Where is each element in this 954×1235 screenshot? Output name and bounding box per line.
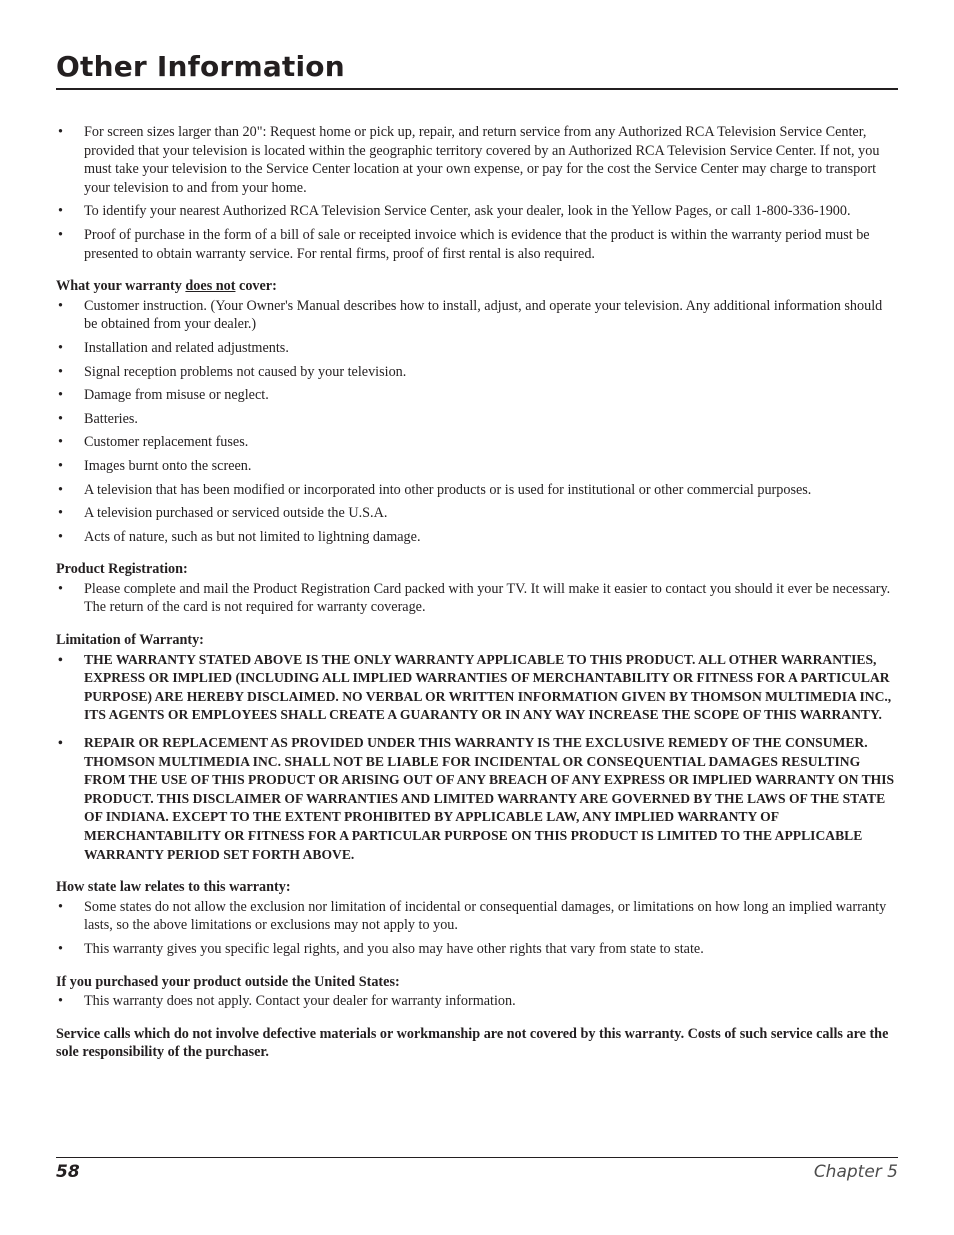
list-item: • Signal reception problems not caused by your television. [56,363,898,382]
list-item: • Some states do not allow the exclusion nor limitation of incidental or consequential damages, or limitations on how long an implied warranty lasts, so the above limitations or exclusions may not apply to you. [56,898,898,935]
not-cover-list [56,297,898,547]
section-heading-not-cover: What your warranty does not cover: [56,278,277,295]
list-item: • Batteries. [56,410,898,429]
outside-us-list [56,992,898,1011]
list-item: • Please complete and mail the Product Registration Card packed with your TV. It will make it easier to contact you should it ever be necessary. The return of the card is not required for warranty coverage. [56,580,898,617]
list-item: • A television that has been modified or incorporated into other products or is used for institutional or other commercial purposes. [56,481,898,500]
list-item: • This warranty does not apply. Contact your dealer for warranty information. [56,992,898,1011]
service-bullet-list [56,123,898,263]
page-title: Other Information [56,50,345,83]
limitation-list [56,651,898,865]
section-heading-state-law: How state law relates to this warranty: [56,879,291,896]
list-item: • To identify your nearest Authorized RCA Television Service Center, ask your dealer, look in the Yellow Pages, or call 1-800-336-1900. [56,202,898,221]
list-item: • This warranty gives you specific legal rights, and you also may have other rights that vary from state to state. [56,940,898,959]
heading-emphasis: does not [185,278,236,295]
warranty-content [56,123,898,1062]
footer-rule [56,1157,898,1158]
section-heading-limitation: Limitation of Warranty: [56,632,204,649]
list-item: • A television purchased or serviced outside the U.S.A. [56,504,898,523]
section-heading-outside-us: If you purchased your product outside the United States: [56,973,400,990]
list-item: • REPAIR OR REPLACEMENT AS PROVIDED UNDER THIS WARRANTY IS THE EXCLUSIVE REMEDY OF THE CONSUMER. THOMSON MULTIMEDIA INC. SHALL NOT BE LIABLE FOR INCIDENTAL OR CONSEQUENTIAL DAMAGES RESULTING FROM THE USE OF THIS PRODUCT OR ARISING OUT OF ANY BREACH OF ANY EXPRESS OR IMPLIED WARRANTY ON THIS PRODUCT. THIS DISCLAIMER OF WARRANTIES AND LIMITED WARRANTY ARE GOVERNED BY THE LAWS OF THE STATE OF INDIANA. EXCEPT TO THE EXTENT PROHIBITED BY APPLICABLE LAW, ANY IMPLIED WARRANTY OF MERCHANTABILITY OR FITNESS FOR A PARTICULAR PURPOSE ON THIS PRODUCT IS LIMITED TO THE APPLICABLE WARRANTY PERIOD SET FORTH ABOVE. [56,734,898,864]
closing-statement: Service calls which do not involve defective materials or workmanship are not covered by this warranty. Costs of such service calls are the sole responsibility of the purchaser. [56,1025,889,1061]
list-item: • Customer instruction. (Your Owner's Manual describes how to install, adjust, and operate your television. Any additional information should be obtained from your dealer.) [56,297,898,334]
chapter-label: Chapter 5 [813,1162,898,1182]
registration-list [56,580,898,617]
list-item: • For screen sizes larger than 20": Request home or pick up, repair, and return service from any Authorized RCA Television Service Center, provided that your television is located within the geographic territory covered by an Authorized RCA Television Service Center. If not, you must take your television to the Service Center location at your own expense, or pay for the cost the Service Center may charge to transport your television to and from your home. [56,123,898,197]
state-law-list [56,898,898,959]
section-heading-registration: Product Registration: [56,561,188,578]
list-item: • Customer replacement fuses. [56,433,898,452]
list-item: • Installation and related adjustments. [56,339,898,358]
list-item: • Images burnt onto the screen. [56,457,898,476]
list-item: • Acts of nature, such as but not limited to lightning damage. [56,528,898,547]
page-number: 58 [56,1162,80,1182]
header-rule [56,88,898,90]
list-item: • Proof of purchase in the form of a bill of sale or receipted invoice which is evidence that the product is within the warranty period must be presented to obtain warranty service. For rental firms, proof of first rental is also required. [56,226,898,263]
list-item: • THE WARRANTY STATED ABOVE IS THE ONLY WARRANTY APPLICABLE TO THIS PRODUCT. ALL OTHER WARRANTIES, EXPRESS OR IMPLIED (INCLUDING ALL IMPLIED WARRANTIES OF MERCHANTABILITY OR FITNESS FOR A PARTICULAR PURPOSE) ARE HEREBY DISCLAIMED. NO VERBAL OR WRITTEN INFORMATION GIVEN BY THOMSON MULTIMEDIA INC., ITS AGENTS OR EMPLOYEES SHALL CREATE A GUARANTY OR IN ANY WAY INCREASE THE SCOPE OF THIS WARRANTY. [56,651,898,725]
list-item: • Damage from misuse or neglect. [56,386,898,405]
